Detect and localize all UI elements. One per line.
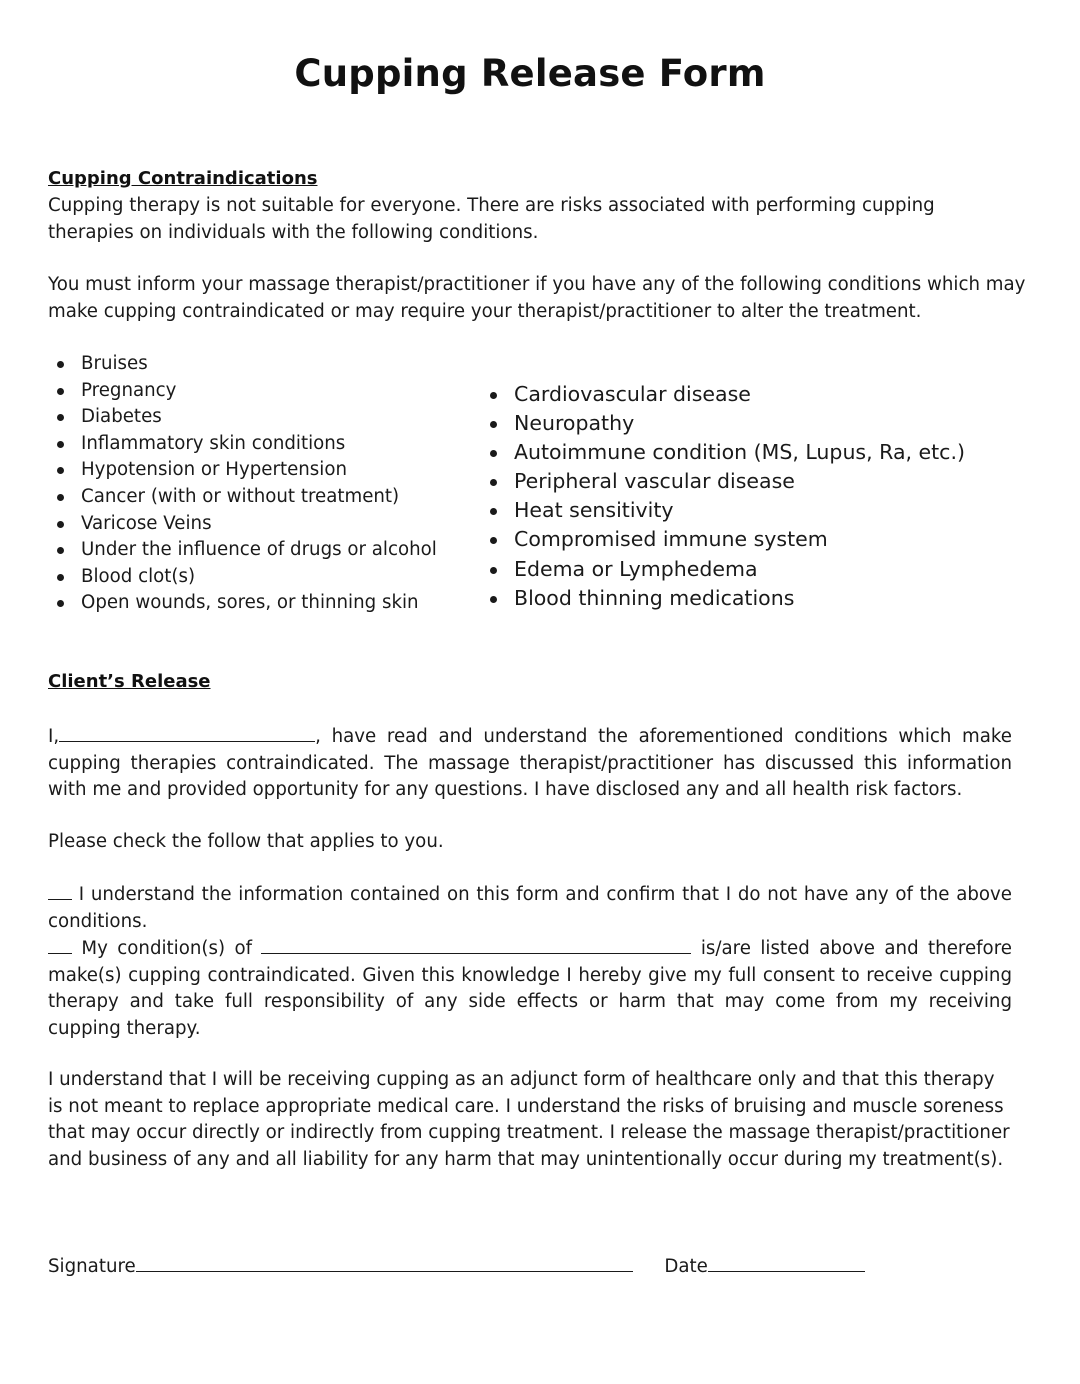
condition-item: Open wounds, sores, or thinning skin (48, 590, 437, 617)
condition-item: Compromised immune system (488, 525, 965, 554)
condition-item: Varicose Veins (48, 511, 437, 538)
release-heading: Client’s Release (48, 671, 211, 692)
condition-item: Blood clot(s) (48, 564, 437, 591)
left-conditions-list (48, 351, 437, 617)
signature-row: Signature Date (48, 1253, 1012, 1281)
condition-item: Neuropathy (488, 409, 965, 438)
condition-item: Blood thinning medications (488, 584, 965, 613)
page-title: Cupping Release Form (294, 52, 766, 95)
client-name-field[interactable] (59, 723, 315, 742)
contraindications-intro: Cupping therapy is not suitable for everyone. There are risks associated with performing cupping therapies on individuals with the following conditions. (48, 195, 935, 243)
release-statement: I, , have read and understand the aforementioned conditions which make cupping therapies contraindicated. The massage therapist/practitioner has discussed this information with me and provided opportunity for any questions. I have disclosed any and all health risk factors. (48, 723, 1012, 804)
date-field[interactable] (708, 1253, 865, 1272)
condition-item: Inflammatory skin conditions (48, 431, 437, 458)
condition-item: Cancer (with or without treatment) (48, 484, 437, 511)
condition-item: Pregnancy (48, 378, 437, 405)
condition-item: Cardiovascular disease (488, 380, 965, 409)
conditions-field[interactable] (261, 935, 691, 954)
contraindications-heading: Cupping Contraindications (48, 168, 318, 189)
condition-item: Peripheral vascular disease (488, 467, 965, 496)
condition-item: Bruises (48, 351, 437, 378)
liability-release-text: I understand that I will be receiving cupping as an adjunct form of healthcare only and that this therapy is not meant to replace appropriate medical care. I understand the risks of bruising and muscle soreness that may occur directly or indirectly from cupping treatment. I release the massage therapist/practitioner and business of any and all liability for any harm that may unintentionally occur during my treatment(s). (48, 1069, 1010, 1170)
option-has-conditions: My condition(s) of is/are listed above and therefore make(s) cupping contraindicated. Given this knowledge I hereby give my full consent to receive cupping therapy and take full responsibility of any side effects or harm that may come from my receiving cupping therapy. (48, 935, 1012, 1042)
check-prompt: Please check the follow that applies to you. (48, 831, 444, 852)
condition-item: Heat sensitivity (488, 496, 965, 525)
signature-field[interactable] (136, 1253, 633, 1272)
checkbox-no-conditions[interactable] (48, 885, 72, 900)
condition-item: Diabetes (48, 404, 437, 431)
inform-therapist-text: You must inform your massage therapist/practitioner if you have any of the following conditions which may make cupping contraindicated or may require your therapist/practitioner to alter the treatment. (48, 274, 1026, 322)
option-no-conditions: I understand the information contained on this form and confirm that I do not have any of the above conditions. (48, 884, 1012, 932)
condition-item: Hypotension or Hypertension (48, 457, 437, 484)
condition-item: Autoimmune condition (MS, Lupus, Ra, etc.) (488, 438, 965, 467)
condition-item: Under the influence of drugs or alcohol (48, 537, 437, 564)
condition-item: Edema or Lymphedema (488, 555, 965, 584)
checkbox-has-conditions[interactable] (48, 939, 72, 954)
right-conditions-list (488, 380, 965, 613)
